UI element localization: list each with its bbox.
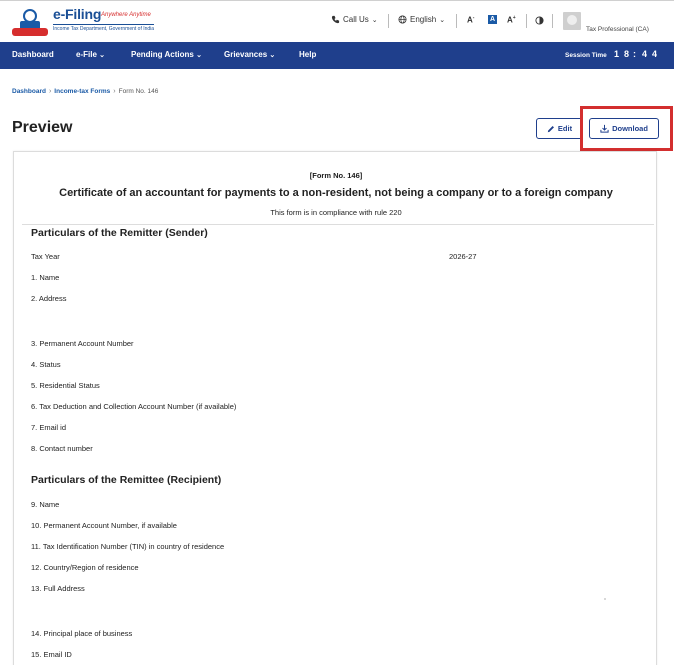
font-normal-button[interactable]: A xyxy=(489,16,496,23)
edit-label: Edit xyxy=(557,124,573,133)
efiling-logo[interactable] xyxy=(12,6,155,39)
font-decrease-button[interactable]: A- xyxy=(467,15,475,25)
session-digit: 4 xyxy=(642,49,648,59)
form-compliance-note: This form is in compliance with rule 220 xyxy=(270,208,402,217)
field-label: 8. Contact number xyxy=(31,444,93,453)
field-label: 2. Address xyxy=(31,294,67,303)
main-nav xyxy=(0,42,674,69)
breadcrumb-dashboard[interactable]: Dashboard xyxy=(12,88,46,95)
nav-help[interactable]: Help xyxy=(299,50,317,59)
chevron-down-icon: ⌄ xyxy=(99,52,106,59)
field-label: 13. Full Address xyxy=(31,584,85,593)
emblem-icon xyxy=(12,7,48,37)
breadcrumb-current: Form No. 146 xyxy=(118,88,159,95)
field-label: 9. Name xyxy=(31,500,60,509)
breadcrumb-income-tax-forms[interactable]: Income-tax Forms xyxy=(54,88,111,95)
font-increase-button[interactable]: A+ xyxy=(507,15,516,25)
field-label: 10. Permanent Account Number, if available xyxy=(31,521,177,530)
call-us-label: Call Us xyxy=(343,15,369,24)
divider xyxy=(456,14,457,28)
divider xyxy=(552,14,553,28)
edit-button[interactable] xyxy=(536,118,583,139)
field-tax-year-value: 2026-27 xyxy=(449,252,477,261)
section-heading-remitter: Particulars of the Remitter (Sender) xyxy=(31,227,208,239)
session-time-label: Session Time xyxy=(565,52,607,59)
logo-tagline: Anywhere Anytime xyxy=(101,12,151,18)
avatar[interactable] xyxy=(563,12,581,30)
field-label: 4. Status xyxy=(31,360,61,369)
page-title: Preview xyxy=(12,119,73,136)
form-number: [Form No. 146] xyxy=(309,171,363,180)
chevron-right-icon: › xyxy=(113,88,116,95)
nav-grievances[interactable]: Grievances ⌄ xyxy=(224,50,276,59)
form-title: Certificate of an accountant for payments to a non-resident, not being a company or to a foreign company xyxy=(59,187,613,199)
divider xyxy=(388,14,389,28)
field-label: 14. Principal place of business xyxy=(31,629,133,638)
chevron-down-icon: ⌄ xyxy=(196,52,202,59)
field-label: 5. Residential Status xyxy=(31,381,100,390)
session-digit: 8 xyxy=(624,49,630,59)
globe-icon xyxy=(398,15,407,24)
chevron-down-icon: ⌄ xyxy=(371,16,378,24)
field-label: 1. Name xyxy=(31,273,60,282)
user-role: Tax Professional (CA) xyxy=(586,26,649,33)
field-tax-year-label: Tax Year xyxy=(31,252,60,261)
decorative-dot xyxy=(604,598,606,600)
nav-dashboard[interactable]: Dashboard xyxy=(12,50,54,59)
language-menu[interactable] xyxy=(398,15,445,24)
field-label: 15. Email ID xyxy=(31,650,72,659)
session-separator: : xyxy=(633,49,636,59)
nav-efile[interactable]: e-File ⌄ xyxy=(76,50,106,59)
breadcrumb xyxy=(12,88,158,95)
chevron-right-icon: › xyxy=(48,88,52,95)
highlight-annotation xyxy=(580,106,673,151)
language-label: English xyxy=(410,15,437,24)
field-label: 11. Tax Identification Number (TIN) in country of residence xyxy=(31,542,225,551)
divider xyxy=(526,14,527,28)
form-preview-panel xyxy=(13,151,657,665)
field-label: 7. Email id xyxy=(31,423,67,432)
session-digit: 4 xyxy=(652,49,658,59)
logo-title: e-Filing xyxy=(53,6,102,22)
divider xyxy=(22,224,654,225)
logo-subtitle: Income Tax Department, Government of India xyxy=(53,26,155,32)
chevron-down-icon: ⌄ xyxy=(269,52,276,59)
call-us-menu[interactable] xyxy=(331,15,378,24)
section-heading-remittee: Particulars of the Remittee (Recipient) xyxy=(31,474,222,486)
nav-pending-actions[interactable]: Pending Actions ⌄ xyxy=(131,50,202,59)
chevron-down-icon: ⌄ xyxy=(439,16,446,24)
top-header xyxy=(0,0,674,42)
field-label: 3. Permanent Account Number xyxy=(31,339,134,348)
session-digit: 1 xyxy=(614,49,620,59)
phone-icon xyxy=(331,15,340,24)
pencil-icon xyxy=(547,125,555,133)
contrast-icon[interactable] xyxy=(535,16,544,25)
field-label: 6. Tax Deduction and Collection Account Number (if available) xyxy=(31,402,237,411)
download-label: Download xyxy=(612,124,648,133)
field-label: 12. Country/Region of residence xyxy=(31,563,139,572)
